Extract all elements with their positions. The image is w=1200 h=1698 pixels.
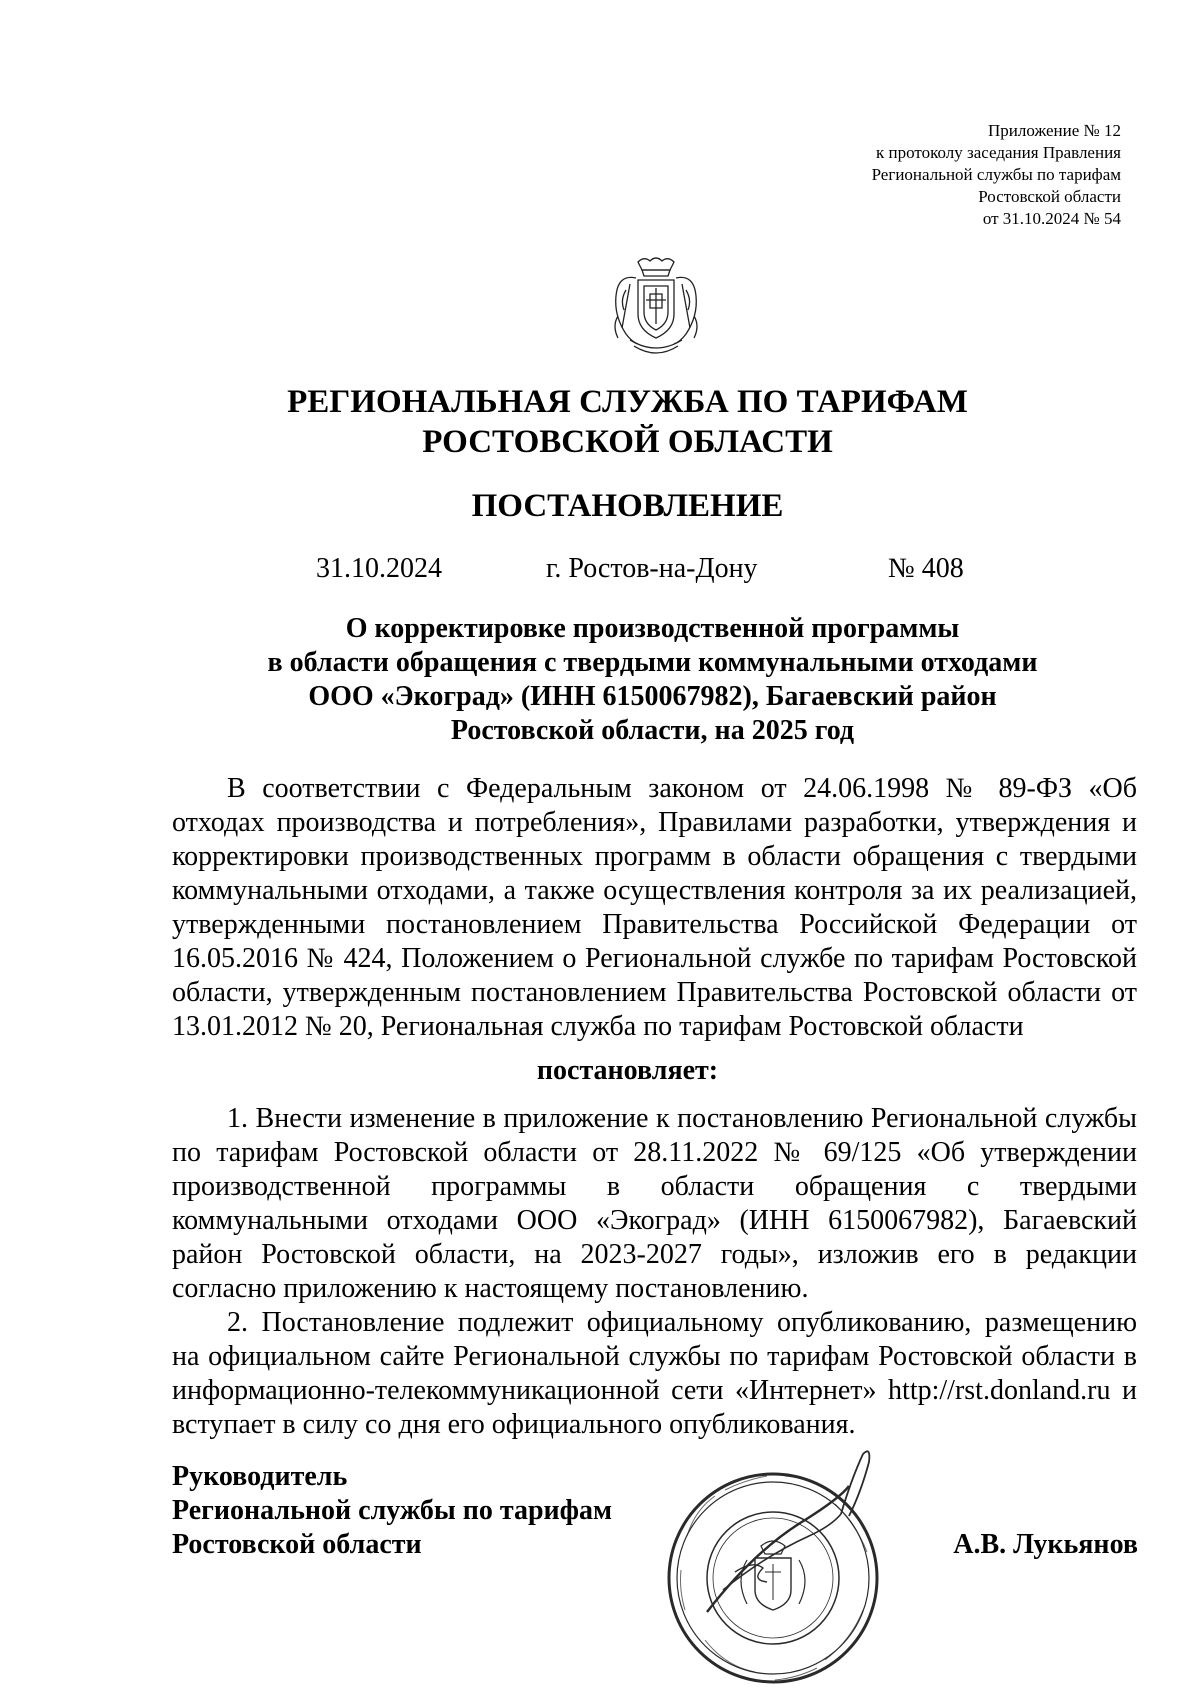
preamble-paragraph: В соответствии с Федеральным законом от 24.06.1998 № 89-ФЗ «Об отходах производства и потребления», Правилами разработки, утверждения и корректировки производственных программ в области обращения с твердыми коммунальными отходами, а также осуществления контроля за их реализацией, утвержденными постановлением Правительства Российской Федерации от 16.05.2016 № 424, Положением о Региональной службе по тарифам Ростовской области, утвержденным постановлением Правительства Ростовской области от 13.01.2012 № 20, Региональная служба по тарифам Ростовской области: [172, 773, 1137, 1042]
signatory-name: А.В. Лукьянов: [953, 1529, 1138, 1560]
appendix-line: к протоколу заседания Правления: [876, 143, 1121, 162]
appendix-line: Приложение № 12: [988, 121, 1121, 140]
resolve-heading: постановляет:: [536, 1055, 719, 1086]
subject-line: ООО «Экоград» (ИНН 6150067982), Багаевский район: [308, 681, 997, 712]
signatory-title: [172, 1460, 612, 1562]
signatory-title-line: Руководитель: [172, 1461, 348, 1492]
organization-name: [0, 382, 1200, 462]
signatory-title-line: Региональной службы по тарифам: [172, 1495, 613, 1526]
signatory-title-line: Ростовской области: [172, 1529, 422, 1560]
preamble-section: [172, 772, 1137, 1044]
clauses-section: [172, 1102, 1137, 1442]
subject-line: Ростовской области, на 2025 год: [450, 715, 855, 746]
appendix-note: [872, 120, 1121, 230]
document-date: 31.10.2024: [316, 553, 442, 584]
document-subject: [170, 612, 1135, 748]
official-seal-icon: [635, 1440, 895, 1690]
document-number: № 408: [888, 553, 964, 584]
appendix-line: Ростовской области: [978, 187, 1121, 206]
document-type: ПОСТАНОВЛЕНИЕ: [471, 488, 784, 524]
appendix-line: Региональной службы по тарифам: [871, 165, 1121, 184]
organization-line: РОСТОВСКОЙ ОБЛАСТИ: [422, 424, 833, 460]
appendix-line: от 31.10.2024 № 54: [982, 209, 1121, 228]
clause-paragraph: 1. Внести изменение в приложение к постановлению Региональной службы по тарифам Ростовской области от 28.11.2022 № 69/125 «Об утверждении производственной программы в области обращения с твердыми коммунальными отходами ООО «Экоград» (ИНН 6150067982), Багаевский район Ростовской области, на 2023-2027 годы», изложив его в редакции согласно приложению к настоящему постановлению.: [172, 1103, 1137, 1304]
organization-line: РЕГИОНАЛЬНАЯ СЛУЖБА ПО ТАРИФАМ: [287, 384, 968, 420]
coat-of-arms-icon: [608, 256, 704, 360]
subject-line: в области обращения с твердыми коммунальными отходами: [267, 647, 1038, 678]
clause-paragraph: 2. Постановление подлежит официальному опубликованию, размещению на официальном сайте Региональной службы по тарифам Ростовской области в информационно-телекоммуникационной сети «Интернет» http://rst.donland.ru и вступает в силу со дня его официального опубликования.: [172, 1307, 1137, 1440]
subject-line: О корректировке производственной программы: [345, 613, 960, 644]
document-city: г. Ростов-на-Дону: [546, 553, 758, 584]
